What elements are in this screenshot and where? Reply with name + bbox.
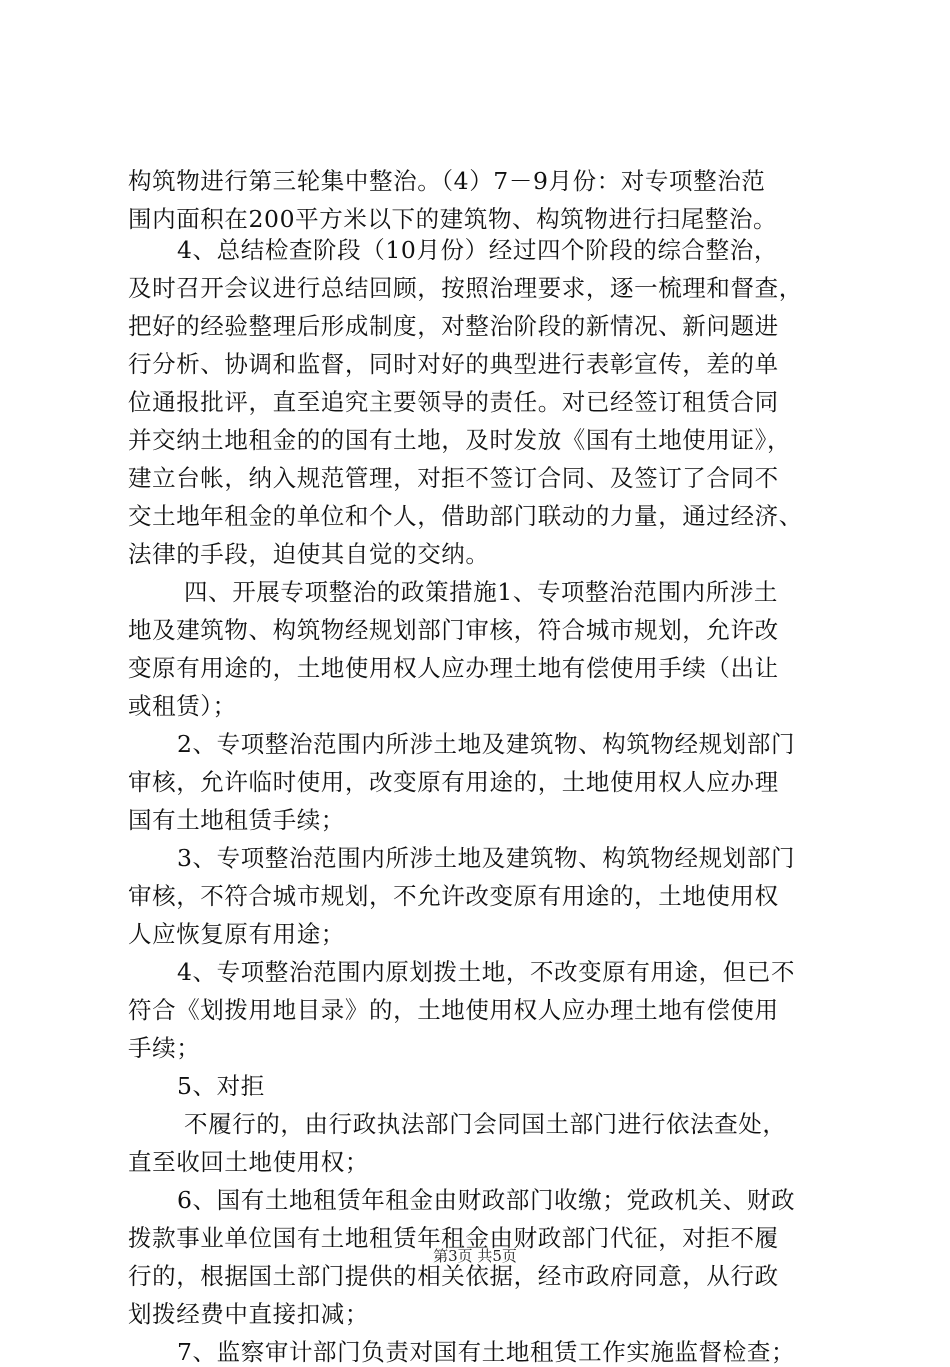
text-line: 四、开展专项整治的政策措施1、专项整治范围内所涉土 bbox=[184, 578, 778, 606]
text-line: 位通报批评，直至追究主要领导的责任。对已经签订租赁合同 bbox=[128, 388, 779, 416]
text-line: 交土地年租金的单位和个人，借助部门联动的力量，通过经济、 bbox=[128, 502, 803, 530]
text-line: 划拨经费中直接扣减； bbox=[128, 1300, 369, 1328]
text-line: 4、总结检查阶段（10月份）经过四个阶段的综合整治， bbox=[177, 236, 778, 264]
text-line: 审核，允许临时使用，改变原有用途的，土地使用权人应办理 bbox=[128, 768, 779, 796]
text-line: 手续； bbox=[128, 1034, 201, 1062]
text-line: 围内面积在200平方米以下的建筑物、构筑物进行扫尾整治。 bbox=[128, 205, 778, 233]
text-line: 并交纳土地租金的的国有土地，及时发放《国有土地使用证》， bbox=[128, 426, 792, 454]
text-line: 5、对拒 bbox=[177, 1072, 265, 1100]
text-line: 及时召开会议进行总结回顾，按照治理要求，逐一梳理和督查， bbox=[128, 274, 803, 302]
text-line: 人应恢复原有用途； bbox=[128, 920, 345, 948]
text-line: 拨款事业单位国有土地租赁年租金由财政部门代征，对拒不履 bbox=[128, 1224, 779, 1252]
text-line: 3、专项整治范围内所涉土地及建筑物、构筑物经规划部门 bbox=[177, 844, 796, 872]
text-line: 或租赁）； bbox=[128, 692, 237, 720]
text-line: 法律的手段，迫使其自觉的交纳。 bbox=[128, 540, 490, 568]
text-line: 地及建筑物、构筑物经规划部门审核，符合城市规划，允许改 bbox=[128, 616, 779, 644]
text-line: 2、专项整治范围内所涉土地及建筑物、构筑物经规划部门 bbox=[177, 730, 796, 758]
text-line: 审核，不符合城市规划，不允许改变原有用途的，土地使用权 bbox=[128, 882, 779, 910]
text-line: 建立台帐，纳入规范管理，对拒不签订合同、及签订了合同不 bbox=[128, 464, 779, 492]
text-line: 不履行的，由行政执法部门会同国土部门进行依法查处， bbox=[184, 1110, 787, 1138]
text-line: 构筑物进行第三轮集中整治。（4）7－9月份：对专项整治范 bbox=[128, 167, 766, 195]
page-number-footer: 第3页 共5页 bbox=[433, 1247, 517, 1265]
text-line: 4、专项整治范围内原划拨土地，不改变原有用途，但已不 bbox=[177, 958, 796, 986]
text-line: 符合《划拨用地目录》的，土地使用权人应办理土地有偿使用 bbox=[128, 996, 779, 1024]
text-line: 6、国有土地租赁年租金由财政部门收缴；党政机关、财政 bbox=[177, 1186, 796, 1214]
text-line: 国有土地租赁手续； bbox=[128, 806, 345, 834]
text-line: 7、监察审计部门负责对国有土地租赁工作实施监督检查； bbox=[177, 1338, 796, 1366]
text-line: 直至收回土地使用权； bbox=[128, 1148, 369, 1176]
text-line: 把好的经验整理后形成制度，对整治阶段的新情况、新问题进 bbox=[128, 312, 779, 340]
text-line: 变原有用途的，土地使用权人应办理土地有偿使用手续（出让 bbox=[128, 654, 779, 682]
text-line: 行的，根据国土部门提供的相关依据，经市政府同意，从行政 bbox=[128, 1262, 779, 1290]
text-line: 行分析、协调和监督，同时对好的典型进行表彰宣传，差的单 bbox=[128, 350, 779, 378]
